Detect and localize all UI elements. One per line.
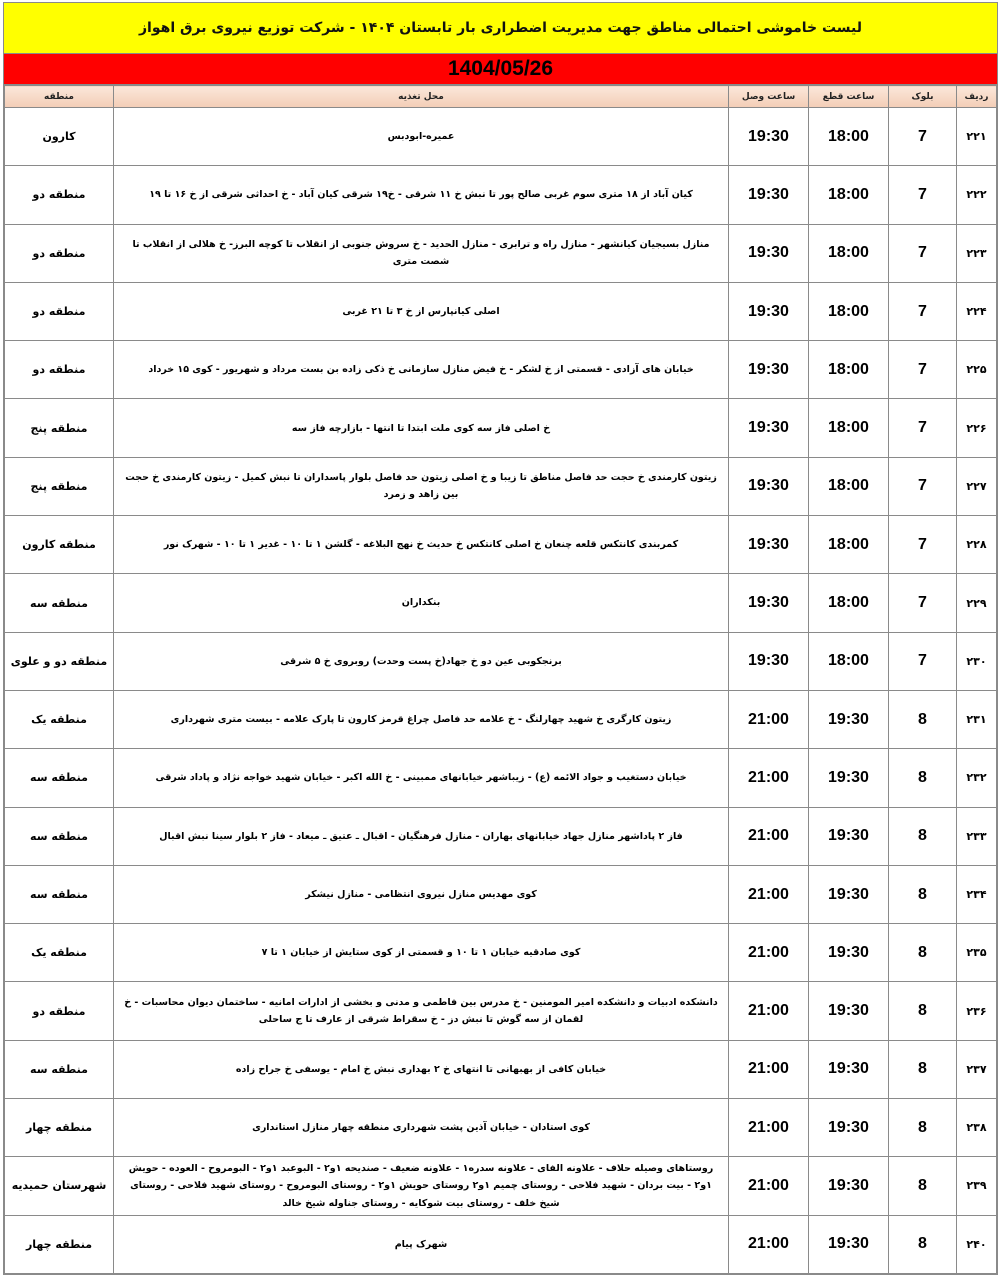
cut-time: 18:00: [809, 632, 889, 690]
table-row: [5, 399, 997, 457]
connect-time: 19:30: [729, 516, 809, 574]
cut-time: 18:00: [809, 574, 889, 632]
connect-time: 21:00: [729, 749, 809, 807]
region-name: منطقه سه: [5, 749, 114, 807]
row-number: ۲۳۹: [957, 1157, 997, 1215]
row-number: ۲۲۵: [957, 341, 997, 399]
connect-time: 19:30: [729, 574, 809, 632]
block-number: 7: [889, 632, 957, 690]
block-number: 8: [889, 924, 957, 982]
cut-time: 18:00: [809, 457, 889, 515]
cut-time: 18:00: [809, 108, 889, 166]
feed-location: زیتون کارمندی خ حجت حد فاصل مناطق تا زیبا و خ اصلی زیتون حد فاصل بلوار پاسداران تا نبش کمیل - زیتون کارمندی خ حجت بین زاهد و زمرد: [114, 457, 729, 515]
region-name: شهرستان حمیدیه: [5, 1157, 114, 1215]
cut-time: 18:00: [809, 341, 889, 399]
feed-location: کوی صادقیه خیابان ۱ تا ۱۰ و قسمتی از کوی ستایش از خیابان ۱ تا ۷: [114, 924, 729, 982]
feed-location: عمیره-ابودبس: [114, 108, 729, 166]
schedule-date: 1404/05/26: [4, 54, 997, 85]
table-row: [5, 166, 997, 224]
row-number: ۲۳۲: [957, 749, 997, 807]
table-row: [5, 1157, 997, 1215]
region-name: منطقه چهار: [5, 1215, 114, 1273]
region-name: کارون: [5, 108, 114, 166]
table-row: [5, 1099, 997, 1157]
block-number: 7: [889, 224, 957, 282]
connect-time: 19:30: [729, 341, 809, 399]
feed-location: زیتون کارگری خ شهید چهارلنگ - خ علامه حد فاصل چراغ قرمز کارون تا پارک علامه - بیست متری شهرداری: [114, 690, 729, 748]
feed-location: خیابان کافی از بهبهانی تا انتهای خ ۲ بهداری نبش خ امام - یوسفی خ جراح زاده: [114, 1040, 729, 1098]
row-number: ۲۳۷: [957, 1040, 997, 1098]
header-row-number: ردیف: [957, 86, 997, 108]
connect-time: 19:30: [729, 166, 809, 224]
region-name: منطقه کارون: [5, 516, 114, 574]
header-location: محل تغذیه: [114, 86, 729, 108]
header-block: بلوک: [889, 86, 957, 108]
table-row: [5, 341, 997, 399]
table-row: [5, 1215, 997, 1273]
feed-location: منازل بسیجیان کیانشهر - منازل راه و ترابری - منازل الحدید - خ سروش جنوبی از انقلاب تا کوچه البرز- خ هلالی از انقلاب تا شصت متری: [114, 224, 729, 282]
block-number: 7: [889, 457, 957, 515]
table-header-row: [5, 86, 997, 108]
table-row: [5, 282, 997, 340]
row-number: ۲۲۷: [957, 457, 997, 515]
connect-time: 19:30: [729, 224, 809, 282]
connect-time: 21:00: [729, 982, 809, 1040]
region-name: منطقه دو: [5, 282, 114, 340]
feed-location: دانشکده ادبیات و دانشکده امیر المومنین - خ مدرس بین فاطمی و مدنی و بخشی از ادارات امانیه - ساختمان دیوان محاسبات - خ لقمان از سه گوش تا نبش دز - خ سقراط شرقی از عارف تا ج ساحلی: [114, 982, 729, 1040]
table-row: [5, 574, 997, 632]
cut-time: 19:30: [809, 749, 889, 807]
connect-time: 21:00: [729, 690, 809, 748]
feed-location: خیابان دستغیب و جواد الائمه (ع) - زیباشهر خیابانهای ممبینی - خ الله اکبر - خیابان شهید خواجه نژاد و پاداد شرقی: [114, 749, 729, 807]
cut-time: 18:00: [809, 224, 889, 282]
row-number: ۲۲۲: [957, 166, 997, 224]
feed-location: فاز ۲ پاداشهر منازل جهاد خیابانهای بهاران - منازل فرهنگیان - اقبال ـ عتیق ـ میعاد - فاز ۲ بلوار سینا نبش اقبال: [114, 807, 729, 865]
region-name: منطقه چهار: [5, 1099, 114, 1157]
row-number: ۲۳۶: [957, 982, 997, 1040]
row-number: ۲۳۱: [957, 690, 997, 748]
cut-time: 18:00: [809, 166, 889, 224]
outage-table: [4, 85, 997, 1274]
region-name: منطقه دو: [5, 982, 114, 1040]
table-row: [5, 457, 997, 515]
block-number: 7: [889, 341, 957, 399]
cut-time: 18:00: [809, 282, 889, 340]
row-number: ۲۲۹: [957, 574, 997, 632]
block-number: 7: [889, 574, 957, 632]
block-number: 7: [889, 166, 957, 224]
feed-location: کمربندی کانتکس قلعه چنعان خ اصلی کانتکس خ حدیث خ نهج البلاغه - گلشن ۱ تا ۱۰ - غدیر ۱ تا ۱۰ - شهرک نور: [114, 516, 729, 574]
cut-time: 19:30: [809, 1157, 889, 1215]
cut-time: 19:30: [809, 982, 889, 1040]
region-name: منطقه یک: [5, 924, 114, 982]
block-number: 7: [889, 282, 957, 340]
row-number: ۲۲۸: [957, 516, 997, 574]
region-name: منطقه دو: [5, 224, 114, 282]
table-row: [5, 1040, 997, 1098]
block-number: 8: [889, 807, 957, 865]
connect-time: 21:00: [729, 924, 809, 982]
table-row: [5, 108, 997, 166]
cut-time: 19:30: [809, 865, 889, 923]
feed-location: کیان آباد از ۱۸ متری سوم غربی صالح پور تا نبش خ ۱۱ شرقی - خ۱۹ شرقی کیان آباد - خ احداثی شرقی از خ ۱۶ تا ۱۹: [114, 166, 729, 224]
region-name: منطقه سه: [5, 1040, 114, 1098]
connect-time: 19:30: [729, 457, 809, 515]
cut-time: 19:30: [809, 1099, 889, 1157]
region-name: منطقه دو: [5, 341, 114, 399]
table-row: [5, 224, 997, 282]
cut-time: 18:00: [809, 399, 889, 457]
table-row: [5, 807, 997, 865]
feed-location: کوی مهدیس منازل نیروی انتظامی - منازل نیشکر: [114, 865, 729, 923]
feed-location: خیابان های آزادی - قسمتی از خ لشکر - خ فیض منازل سازمانی خ ذکی زاده بن بست مرداد و شهریور - کوی ۱۵ خرداد: [114, 341, 729, 399]
region-name: منطقه سه: [5, 865, 114, 923]
block-number: 8: [889, 865, 957, 923]
table-row: [5, 632, 997, 690]
row-number: ۲۲۶: [957, 399, 997, 457]
region-name: منطقه دو: [5, 166, 114, 224]
block-number: 8: [889, 1099, 957, 1157]
table-row: [5, 982, 997, 1040]
feed-location: روستاهای وصیله حلاف - علاونه الفای - علاونه سدره۱ - علاونه ضعیف - صندیحه ۱و۲ - البوعبد ۱و۲ - البومروح - العوده - حویش ۱و۲ - بیت بردان - شهید فلاحی - روستای چمیم ۱و۲ روستای حویش ۱و۲ - روستای البومروح - روستای شهید فلاحی - روستای شیخ خلف - روستای بیت شوکایه - روستای جناوله شیخ خالد: [114, 1157, 729, 1215]
connect-time: 21:00: [729, 1157, 809, 1215]
row-number: ۲۲۳: [957, 224, 997, 282]
schedule-title: لیست خاموشی احتمالی مناطق جهت مدیریت اضطراری بار تابستان ۱۴۰۴ - شرکت توزیع نیروی برق اهواز: [4, 3, 997, 54]
row-number: ۲۳۴: [957, 865, 997, 923]
row-number: ۲۳۳: [957, 807, 997, 865]
table-row: [5, 516, 997, 574]
region-name: منطقه یک: [5, 690, 114, 748]
connect-time: 21:00: [729, 807, 809, 865]
connect-time: 19:30: [729, 108, 809, 166]
header-connect-time: ساعت وصل: [729, 86, 809, 108]
row-number: ۲۳۰: [957, 632, 997, 690]
header-region: منطقه: [5, 86, 114, 108]
connect-time: 21:00: [729, 1215, 809, 1273]
block-number: 8: [889, 1040, 957, 1098]
block-number: 8: [889, 1215, 957, 1273]
cut-time: 19:30: [809, 924, 889, 982]
region-name: منطقه دو و علوی: [5, 632, 114, 690]
block-number: 8: [889, 982, 957, 1040]
block-number: 8: [889, 690, 957, 748]
row-number: ۲۲۱: [957, 108, 997, 166]
table-row: [5, 749, 997, 807]
connect-time: 19:30: [729, 282, 809, 340]
feed-location: کوی استادان - خیابان آذین پشت شهرداری منطقه چهار منازل استانداری: [114, 1099, 729, 1157]
table-row: [5, 690, 997, 748]
connect-time: 19:30: [729, 632, 809, 690]
connect-time: 21:00: [729, 1040, 809, 1098]
feed-location: بنکداران: [114, 574, 729, 632]
feed-location: اصلی کیانپارس از خ ۳ تا ۲۱ غربی: [114, 282, 729, 340]
cut-time: 19:30: [809, 1040, 889, 1098]
row-number: ۲۴۰: [957, 1215, 997, 1273]
connect-time: 21:00: [729, 865, 809, 923]
block-number: 8: [889, 749, 957, 807]
row-number: ۲۲۴: [957, 282, 997, 340]
cut-time: 18:00: [809, 516, 889, 574]
table-row: [5, 865, 997, 923]
region-name: منطقه سه: [5, 574, 114, 632]
block-number: 8: [889, 1157, 957, 1215]
connect-time: 19:30: [729, 399, 809, 457]
region-name: منطقه پنج: [5, 399, 114, 457]
feed-location: برنجکوبی عین دو خ جهاد(خ پست وحدت) روبروی خ ۵ شرقی: [114, 632, 729, 690]
block-number: 7: [889, 516, 957, 574]
feed-location: شهرک پیام: [114, 1215, 729, 1273]
connect-time: 21:00: [729, 1099, 809, 1157]
table-row: [5, 924, 997, 982]
cut-time: 19:30: [809, 807, 889, 865]
region-name: منطقه سه: [5, 807, 114, 865]
feed-location: خ اصلی فاز سه کوی ملت ابتدا تا انتها - بازارچه فاز سه: [114, 399, 729, 457]
row-number: ۲۳۵: [957, 924, 997, 982]
block-number: 7: [889, 108, 957, 166]
outage-schedule-sheet: [3, 2, 998, 1275]
region-name: منطقه پنج: [5, 457, 114, 515]
block-number: 7: [889, 399, 957, 457]
cut-time: 19:30: [809, 690, 889, 748]
cut-time: 19:30: [809, 1215, 889, 1273]
row-number: ۲۳۸: [957, 1099, 997, 1157]
header-cut-time: ساعت قطع: [809, 86, 889, 108]
